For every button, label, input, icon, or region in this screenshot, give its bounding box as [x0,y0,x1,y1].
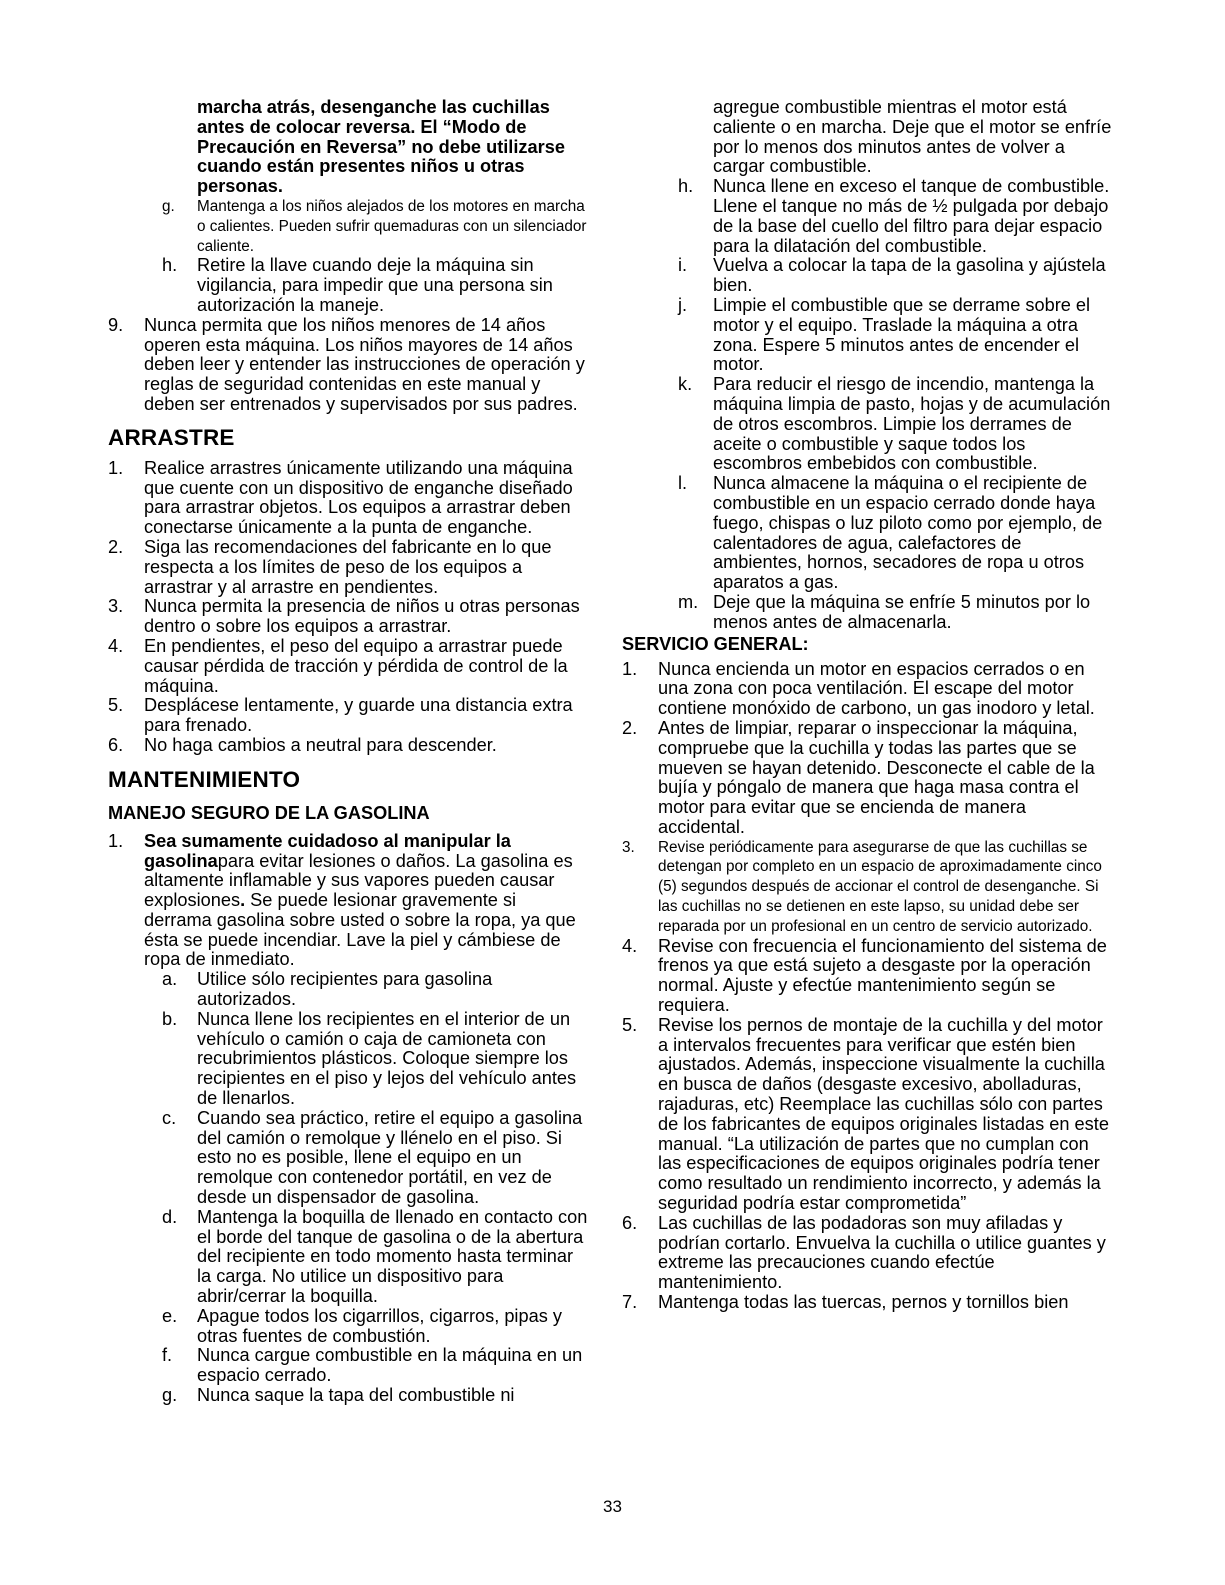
item-label: 3. [108,596,124,617]
item-label: j. [678,294,688,315]
item-text: Limpie el combustible que se derrame sobre el motor y el equipo. Traslade la máquina a otra zona. Espere 5 minutos antes de encender el motor. [713,294,1091,375]
item-label: b. [162,1008,178,1029]
page-number: 33 [603,1497,622,1516]
item-label: c. [162,1107,177,1128]
item-text: En pendientes, el peso del equipo a arrastrar puede causar pérdida de tracción y pérdida de control de la máquina. [144,635,568,696]
list-item [108,538,588,597]
item-label: 2. [622,717,638,738]
list-item [622,937,1112,1016]
left-column [108,98,588,1406]
list-item [108,459,588,538]
item-text: Las cuchillas de las podadoras son muy afiladas y podrían cortarlo. Envuelva la cuchilla o utilice guantes y extreme las precauciones cuando efectúe mantenimiento. [658,1212,1106,1293]
list-item [108,1307,588,1347]
list-item [622,375,1112,474]
item-text: Desplácese lentamente, y guarde una distancia extra para frenado. [144,695,573,736]
item-text: Utilice sólo recipientes para gasolina autorizados. [197,969,493,1010]
item-text: Revise con frecuencia el funcionamiento del sistema de frenos ya que está sujeto a desgaste por la operación normal. Ajuste y efectúe mantenimiento según se requiera. [658,935,1107,1016]
item-label: g. [162,197,175,215]
item-label: 6. [108,734,124,755]
item-text: Nunca llene los recipientes en el interior de un vehículo o camión o caja de camioneta con recubrimientos plásticos. Coloque siempre los recipientes en el piso y lejos del vehículo antes de llenarlos. [197,1008,577,1109]
section-heading-servicio: SERVICIO GENERAL: [622,633,809,654]
item-label: 1. [108,830,124,851]
item-text: Nunca permita la presencia de niños u otras personas dentro o sobre los equipos a arrastrar. [144,596,580,637]
item-label: 5. [108,695,124,716]
item-text: Siga las recomendaciones del fabricante en lo que respecta a los límites de peso de los equipos a arrastrar y al arrastre en pendientes. [144,536,552,597]
item-label: 5. [622,1014,638,1035]
item-label: 1. [108,457,124,478]
list-item [622,296,1112,375]
list-item [108,832,588,971]
item-text: Realice arrastres únicamente utilizando una máquina que cuente con un dispositivo de enganche diseñado para arrastrar objetos. Los equipos a arrastrar deben conectarse únicamente a la punta de enganche. [144,457,573,538]
item-text: Deje que la máquina se enfríe 5 minutos por lo menos antes de almacenarla. [713,591,1091,632]
list-item [622,1016,1112,1214]
item-label: f. [162,1345,173,1366]
item-text: Apague todos los cigarrillos, cigarros, pipas y otras fuentes de combustión. [197,1305,562,1346]
item-label: 3. [622,838,635,856]
list-item [108,1109,588,1208]
list-item [108,256,588,315]
list-item [622,1214,1112,1293]
item-text: para evitar lesiones o daños. La gasolina es altamente inflamable y sus vapores pueden causar explosiones [144,850,573,911]
list-item [108,637,588,696]
list-item [108,1346,588,1386]
item-text: Vuelva a colocar la tapa de la gasolina y ajústela bien. [713,255,1106,296]
list-item [622,177,1112,256]
item-text: Revise los pernos de montaje de la cuchilla y del motor a intervalos frecuentes para verificar que estén bien ajustados. Además, inspeccione visualmente la cuchilla en busca de daños (desgaste excesivo, abolladuras, rajaduras, etc) Reemplace las cuchillas sólo con partes de los fabricantes de equipos originales listadas en este manual. “La utilización de partes que no cumplan con las especificaciones de equipos originales podría tener como resultado un rendimiento incorrecto, y además la seguridad podría estar comprometida” [658,1014,1109,1214]
item-label: h. [162,255,178,276]
list-item [108,696,588,736]
reverse-caution-text: marcha atrás, desenganche las cuchillas antes de colocar reversa. El “Modo de Precaución en Reversa” no debe utilizarse cuando están presentes niños u otras personas. [197,97,565,197]
item-label: d. [162,1206,178,1227]
item-bold-text: Sea sumamente cuidadoso al manipular la gasolina [144,830,511,871]
list-item [108,736,588,756]
item-text: Mantenga a los niños alejados de los motores en marcha o calientes. Pueden sufrir quemaduras con un silenciador caliente. [197,197,587,255]
item-label: 6. [622,1212,638,1233]
item-label: e. [162,1305,178,1326]
item-label: 9. [108,314,124,335]
list-item [108,597,588,637]
item-label: 4. [622,935,638,956]
list-item [108,197,588,256]
item-label: g. [162,1385,178,1406]
arrastre-list [108,459,588,756]
item-text: Revise periódicamente para asegurarse de que las cuchillas se detengan por completo en un espacio de aproximadamente cinco (5) segundos después de accionar el control de desenganche. Si las cuchillas no se detienen en este lapso, su unidad debe ser reparada por un profesional en un centro de servicio autorizado. [658,838,1102,935]
list-item [108,1208,588,1307]
item-label: 7. [622,1292,638,1313]
item-text: Nunca permita que los niños menores de 14 años operen esta máquina. Los niños mayores de 14 años deben leer y entender las instrucciones de operación y reglas de seguridad contenidas en este manual y deben ser entrenados y supervisados por sus padres. [144,314,585,414]
item-label: i. [678,255,688,276]
item-text: Nunca cargue combustible en la máquina en un espacio cerrado. [197,1345,583,1386]
item-text: Nunca almacene la máquina o el recipiente de combustible en un espacio cerrado donde haya fuego, chispas o luz piloto como por ejemplo, de calentadores de agua, calefactores de ambientes, hornos, secadores de ropa u otros aparatos a gas. [713,473,1103,593]
item-label: l. [678,473,688,494]
list-item [622,838,1112,937]
list-item [108,316,588,415]
item-text: Cuando sea práctico, retire el equipo a gasolina del camión o remolque y llénelo en el piso. Si esto no es posible, llene el equipo en un remolque con contenedor portátil, en vez de desde un dispensador de gasolina. [197,1107,583,1208]
item-text: Nunca llene en exceso el tanque de combustible. Llene el tanque no más de ½ pulgada por debajo de la base del cuello del filtro para dejar espacio para la dilatación del combustible. [713,176,1110,256]
gasoline-sublist-continued [622,177,1112,632]
list-item [622,660,1112,719]
subsection-heading-gasolina: MANEJO SEGURO DE LA GASOLINA [108,802,430,823]
item-label: a. [162,969,178,990]
continued-text: agregue combustible mientras el motor está caliente o en marcha. Deje que el motor se enfríe por lo menos dos minutos antes de volver a cargar combustible. [713,97,1112,177]
item-label: h. [678,176,694,197]
item-text: Nunca encienda un motor en espacios cerrados o en una zona con poca ventilación. El escape del motor contiene monóxido de carbono, un gas inodoro y letal. [658,658,1095,719]
list-item [108,970,588,1010]
item-label: 4. [108,635,124,656]
gasoline-sublist [108,970,588,1406]
service-list [622,660,1112,1313]
item-text: Se puede lesionar gravemente si derrama gasolina sobre usted o sobre la ropa, ya que ésta se puede incendiar. Lave la piel y cámbiese de ropa de inmediato. [144,890,576,970]
item-text: Antes de limpiar, reparar o inspeccionar la máquina, compruebe que la cuchilla y todas las partes que se mueven se hayan detenido. Desconecte el cable de la bujía y póngalo de manera que haga masa contra el motor para evitar que se encienda de manera accidental. [658,717,1095,837]
item-label: 1. [622,658,638,679]
item-label: 2. [108,536,124,557]
item-label: k. [678,374,693,395]
item-bold-text: . [240,890,246,911]
item-text: Para reducir el riesgo de incendio, mantenga la máquina limpia de pasto, hojas y de acumulación de otros escombros. Limpie los derrames de aceite o combustible y saque todos los escombros embebidos con combustible. [713,374,1111,474]
section-heading-arrastre: ARRASTRE [108,424,235,450]
item-text: Retire la llave cuando deje la máquina sin vigilancia, para impedir que una persona sin autorización la maneje. [197,255,553,315]
item-label: m. [678,591,699,612]
list-item [622,593,1112,633]
section-heading-mantenimiento: MANTENIMIENTO [108,766,301,792]
list-item [108,1386,588,1406]
right-column [622,98,1112,1313]
item-text: Mantenga la boquilla de llenado en contacto con el borde del tanque de gasolina o de la abertura del recipiente en todo momento hasta terminar la carga. No utilice un dispositivo para abrir/cerrar la boquilla. [197,1206,588,1307]
list-item [622,719,1112,838]
list-item [622,256,1112,296]
list-item [622,474,1112,593]
list-item [622,1293,1112,1313]
list-item [108,1010,588,1109]
item-text: No haga cambios a neutral para descender. [144,734,497,755]
item-text: Mantenga todas las tuercas, pernos y tornillos bien [658,1292,1069,1313]
item-text: Nunca saque la tapa del combustible ni [197,1385,515,1406]
